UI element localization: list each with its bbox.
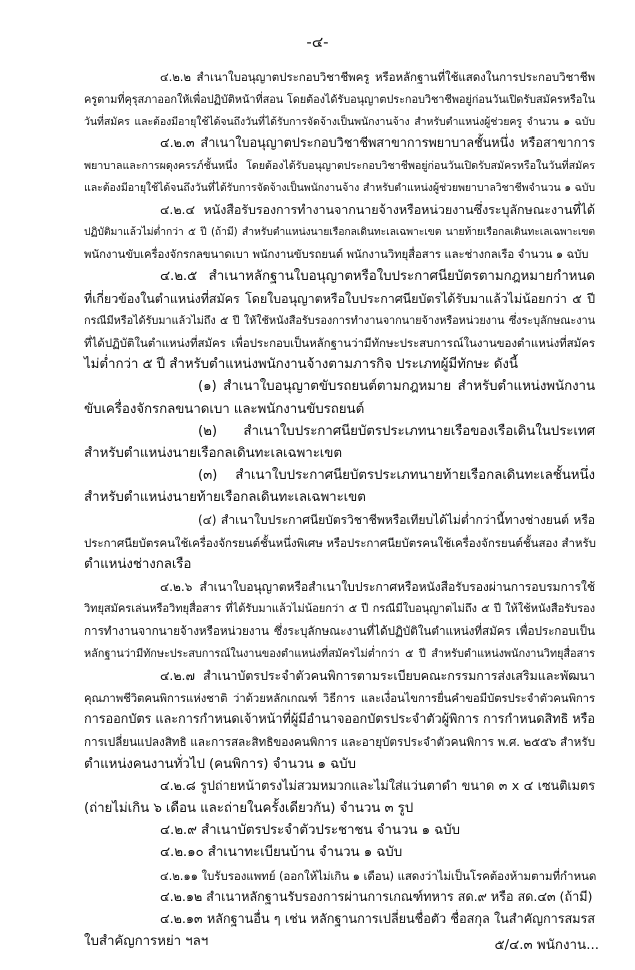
text-line: ที่ได้ปฏิบัติในตำแหน่งที่สมัคร เพื่อประกอบเป็นหลักฐานว่ามีทักษะประสบการณ์ในงานของตำแหน่งที่สมัคร <box>84 336 595 350</box>
text-line: และต้องมีอายุใช้ได้จนถึงวันที่ได้รับการจัดจ้างเป็นพนักงานจ้าง สำหรับตำแหน่งผู้ช่วยพยาบาลวิชาชีพจำนวน ๑ ฉบับ <box>84 182 595 194</box>
text-line: ๔.๒.๑๑ ใบรับรองแพทย์ (ออกให้ไม่เกิน ๑ เดือน) แสดงว่าไม่เป็นโรคต้องห้ามตามที่กำหนด <box>160 869 597 883</box>
text-line: พยาบาลและการผดุงครรภ์ชั้นหนึ่ง โดยต้องได้รับอนุญาตประกอบวิชาชีพอยู่ก่อนวันเปิดรับสมัครหรือในวันที่สมัคร <box>84 159 595 172</box>
text-line: ประกาศนียบัตรคนใช้เครื่องจักรยนต์ชั้นหนึ่งพิเศษ หรือประกาศนียบัตรคนใช้เครื่องจักรยนต์ชั้นสอง สำหรับ <box>84 536 596 550</box>
text-line: (๒) สำเนาใบประกาศนียบัตรประเภทนายเรือของเรือเดินในประเทศ <box>198 424 595 439</box>
text-line: ตำแหน่งคนงานทั่วไป (คนพิการ) จำนวน ๑ ฉบับ <box>84 757 356 772</box>
text-line: ตำแหน่งช่างกลเรือ <box>84 557 192 572</box>
text-line: (๔) สำเนาใบประกาศนียบัตรวิชาชีพหรือเทียบได้ไม่ต่ำกว่านี้ทางช่างยนต์ หรือ <box>198 513 595 527</box>
text-line: (ถ่ายไม่เกิน ๖ เดือน และถ่ายในครั้งเดียวกัน) จำนวน ๓ รูป <box>84 801 414 816</box>
text-line: หลักฐานว่ามีทักษะประสบการณ์ในงานของตำแหน่งที่สมัครไม่ต่ำกว่า ๕ ปี สำหรับตำแหน่งพนักงานวิทยุสื่อสาร <box>84 647 595 660</box>
text-line: ๔.๒.๖ สำเนาใบอนุญาตหรือสำเนาใบประกาศหรือหนังสือรับรองผ่านการอบรมการใช้ <box>160 580 595 594</box>
text-line: กรณีมีหรือได้รับมาแล้วไม่ถึง ๕ ปี ให้ใช้หนังสือรับรองการทำงานจากนายจ้างหรือหน่วยงาน ซึ่งระบุลักษณะงาน <box>84 314 595 327</box>
text-line: (๓) สำเนาใบประกาศนียบัตรประเภทนายท้ายเรือกลเดินทะเลชั้นหนึ่ง <box>198 468 595 483</box>
text-line: ๔.๒.๑๓ หลักฐานอื่น ๆ เช่น หลักฐานการเปลี่ยนชื่อตัว ชื่อสกุล ในสำคัญการสมรส <box>160 912 595 927</box>
text-line: ๔.๒.๘ รูปถ่ายหน้าตรงไม่สวมหมวกและไม่ใส่แว่นตาดำ ขนาด ๓ x ๔ เซนติเมตร <box>160 779 595 794</box>
text-line: วันที่สมัคร และต้องมีอายุใช้ได้จนถึงวันที่ได้รับการจัดจ้างเป็นพนักงานจ้าง สำหรับตำแหน่งผู้ช่วยครู จำนวน ๑ ฉบับ <box>84 116 595 128</box>
text-line: ที่เกี่ยวข้องในตำแหน่งที่สมัคร โดยใบอนุญาตหรือใบประกาศนียบัตรได้รับมาแล้วไม่น้อยกว่า ๕ ปี <box>84 291 595 306</box>
text-line: ปฏิบัติมาแล้วไม่ต่ำกว่า ๕ ปี (ถ้ามี) สำหรับตำแหน่งนายเรือกลเดินทะเลเฉพาะเขต นายท้ายเรือกลเดินทะเลเฉพาะเขต <box>84 226 595 238</box>
text-line: ๔.๒.๙ สำเนาบัตรประจำตัวประชาชน จำนวน ๑ ฉบับ <box>160 823 460 838</box>
text-line: ใบสำคัญการหย่า ฯลฯ <box>84 934 209 949</box>
text-line: คุณภาพชีวิตคนพิการแห่งชาติ ว่าด้วยหลักเกณฑ์ วิธีการ และเงื่อนไขการยื่นคำขอมีบัตรประจำตัวคนพิการ <box>84 691 595 705</box>
text-line: การออกบัตร และการกำหนดเจ้าหน้าที่ผู้มีอำนาจออกบัตรประจำตัวผู้พิการ การกำหนดสิทธิ หรือ <box>84 712 595 727</box>
text-line: พนักงานขับเครื่องจักรกลขนาดเบา พนักงานขับรถยนต์ พนักงานวิทยุสื่อสาร และช่างกลเรือ จำนวน ๑ ฉบับ <box>84 247 589 261</box>
text-line: การทำงานจากนายจ้างหรือหน่วยงาน ซึ่งระบุลักษณะงานที่ได้ปฏิบัติในตำแหน่งที่สมัคร เพื่อประกอบเป็น <box>84 624 595 638</box>
text-line: ๔.๒.๒ สำเนาใบอนุญาตประกอบวิชาชีพครู หรือหลักฐานที่ใช้แสดงในการประกอบวิชาชีพ <box>160 70 595 84</box>
text-line: (๑) สำเนาใบอนุญาตขับรถยนต์ตามกฎหมาย สำหรับตำแหน่งพนักงาน <box>198 379 595 394</box>
text-line: การเปลี่ยนแปลงสิทธิ และการสละสิทธิของคนพิการ และอายุบัตรประจำตัวคนพิการ พ.ศ. ๒๕๕๖ สำหรับ <box>84 735 595 749</box>
text-line: ขับเครื่องจักรกลขนาดเบา และพนักงานขับรถยนต์ <box>84 402 365 417</box>
text-line: ๔.๒.๑๐ สำเนาทะเบียนบ้าน จำนวน ๑ ฉบับ <box>160 845 403 860</box>
text-line: ๔.๒.๔ หนังสือรับรองการทำงานจากนายจ้างหรือหน่วยงานซึ่งระบุลักษณะงานที่ได้ <box>160 202 595 217</box>
text-line: ๔.๒.๓ สำเนาใบอนุญาตประกอบวิชาชีพสาขาการพยาบาลชั้นหนึ่ง หรือสาขาการ <box>160 136 595 151</box>
text-line: ๔.๒.๗ สำเนาบัตรประจำตัวคนพิการตามระเบียบคณะกรรมการส่งเสริมและพัฒนา <box>160 668 595 683</box>
text-line: ครูตามที่คุรุสภาออกให้เพื่อปฏิบัติหน้าที่สอน โดยต้องได้รับอนุญาตประกอบวิชาชีพอยู่ก่อนวันเปิดรับสมัครหรือใน <box>84 93 595 106</box>
text-line: ไม่ต่ำกว่า ๕ ปี สำหรับตำแหน่งพนักงานจ้างตามภารกิจ ประเภทผู้มีทักษะ ดังนี้ <box>84 357 518 372</box>
text-line: ๔.๒.๕ สำเนาหลักฐานใบอนุญาตหรือใบประกาศนียบัตรตามกฎหมายกำหนด <box>160 269 595 284</box>
page-number: -๔- <box>306 33 329 51</box>
text-line: วิทยุสมัครเล่นหรือวิทยุสื่อสาร ที่ได้รับมาแล้วไม่น้อยกว่า ๕ ปี กรณีมีใบอนุญาตไม่ถึง ๕ ปี ให้ใช้หนังสือรับรอง <box>84 602 595 615</box>
text-line: ๔.๒.๑๒ สำเนาหลักฐานรับรองการผ่านการเกณฑ์ทหาร สด.๙ หรือ สด.๔๓ (ถ้ามี) <box>160 890 593 905</box>
text-line: สำหรับตำแหน่งนายท้ายเรือกลเดินทะเลเฉพาะเขต <box>84 490 366 505</box>
text-line: สำหรับตำแหน่งนายเรือกลเดินทะเลเฉพาะเขต <box>84 446 342 461</box>
continuation-footer: ๕/๔.๓ พนักงาน... <box>494 938 599 953</box>
